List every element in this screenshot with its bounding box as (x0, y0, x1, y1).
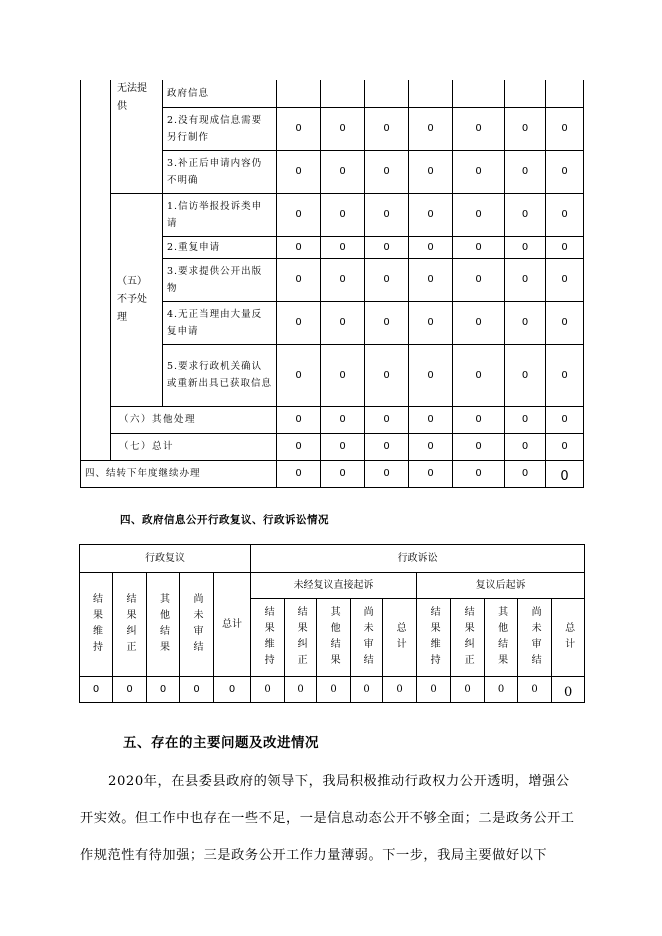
section-4-heading: 四、政府信息公开行政复议、行政诉讼情况 (120, 514, 329, 526)
table-row: 四、结转下年度继续办理 0 0 0 0 0 0 0 (81, 460, 584, 487)
direct-suit-header: 未经复议直接起诉 (251, 573, 417, 599)
table-row (81, 80, 584, 107)
table-header-row: 结果维持 结果纠正 其他结果 尚未审结 总计 结果维持 结果纠正 其他结果 尚未审结 总计 (80, 599, 585, 677)
admin-litigation-header: 行政诉讼 (251, 545, 585, 573)
row-category: （五） 不予处 理 (111, 193, 163, 406)
table-header-row (80, 545, 585, 573)
row-label: 政府信息 (163, 80, 277, 107)
table-row: 2.重复申请 0 0 0 0 0 0 0 (81, 236, 584, 258)
table-row: 0 0 0 0 0 0 0 0 0 0 0 0 0 0 0 (80, 677, 585, 703)
table-row: 4.无正当理由大量反复申请 0 0 0 0 0 0 0 (81, 301, 584, 344)
row-label: 四、结转下年度继续办理 (81, 460, 277, 487)
table-row: 5.要求行政机关确认或重新出具已获取信息 0 0 0 0 0 0 0 (81, 344, 584, 406)
row-label: （七）总计 (111, 433, 277, 460)
row-label: 5.要求行政机关确认或重新出具已获取信息 (163, 344, 277, 406)
row-label: 2.没有现成信息需要另行制作 (163, 107, 277, 150)
table-row: （六）其他处理 0 0 0 0 0 0 0 (81, 406, 584, 433)
row-label: 3.要求提供公开出版物 (163, 258, 277, 301)
table-row: （五） 不予处 理 1.信访举报投诉类申请 0 0 0 0 0 0 0 (81, 193, 584, 236)
row-category: 无法提 供 (111, 80, 163, 193)
row-label: 2.重复申请 (163, 236, 277, 258)
review-litigation-table (79, 544, 585, 703)
section-5-paragraph: 2020年，在县委县政府的领导下，我局积极推动行政权力公开透明，增强公开实效。但工作中也存在一些不足，一是信息动态公开不够全面；二是政务公开工作规范性有待加强；三是政务公开工作力量薄弱。下一步，我局主要做好以下 (80, 774, 575, 863)
row-label: 4.无正当理由大量反复申请 (163, 301, 277, 344)
table-row: 3.要求提供公开出版物 0 0 0 0 0 0 0 (81, 258, 584, 301)
table-row: 2.没有现成信息需要另行制作 0 0 0 0 0 0 0 (81, 107, 584, 150)
table-header-row: 结果维持 结果纠正 其他结果 尚未审结 总计 未经复议直接起诉 复议后起诉 (80, 573, 585, 599)
section-5-heading: 五、存在的主要问题及改进情况 (123, 735, 319, 751)
after-review-header: 复议后起诉 (417, 573, 585, 599)
processing-results-table (80, 80, 584, 488)
row-label: 3.补正后申请内容仍不明确 (163, 150, 277, 193)
row-label: （六）其他处理 (111, 406, 277, 433)
table-row: （七）总计 0 0 0 0 0 0 0 (81, 433, 584, 460)
row-label: 1.信访举报投诉类申请 (163, 193, 277, 236)
admin-review-header: 行政复议 (80, 545, 251, 573)
table-row: 3.补正后申请内容仍不明确 0 0 0 0 0 0 0 (81, 150, 584, 193)
